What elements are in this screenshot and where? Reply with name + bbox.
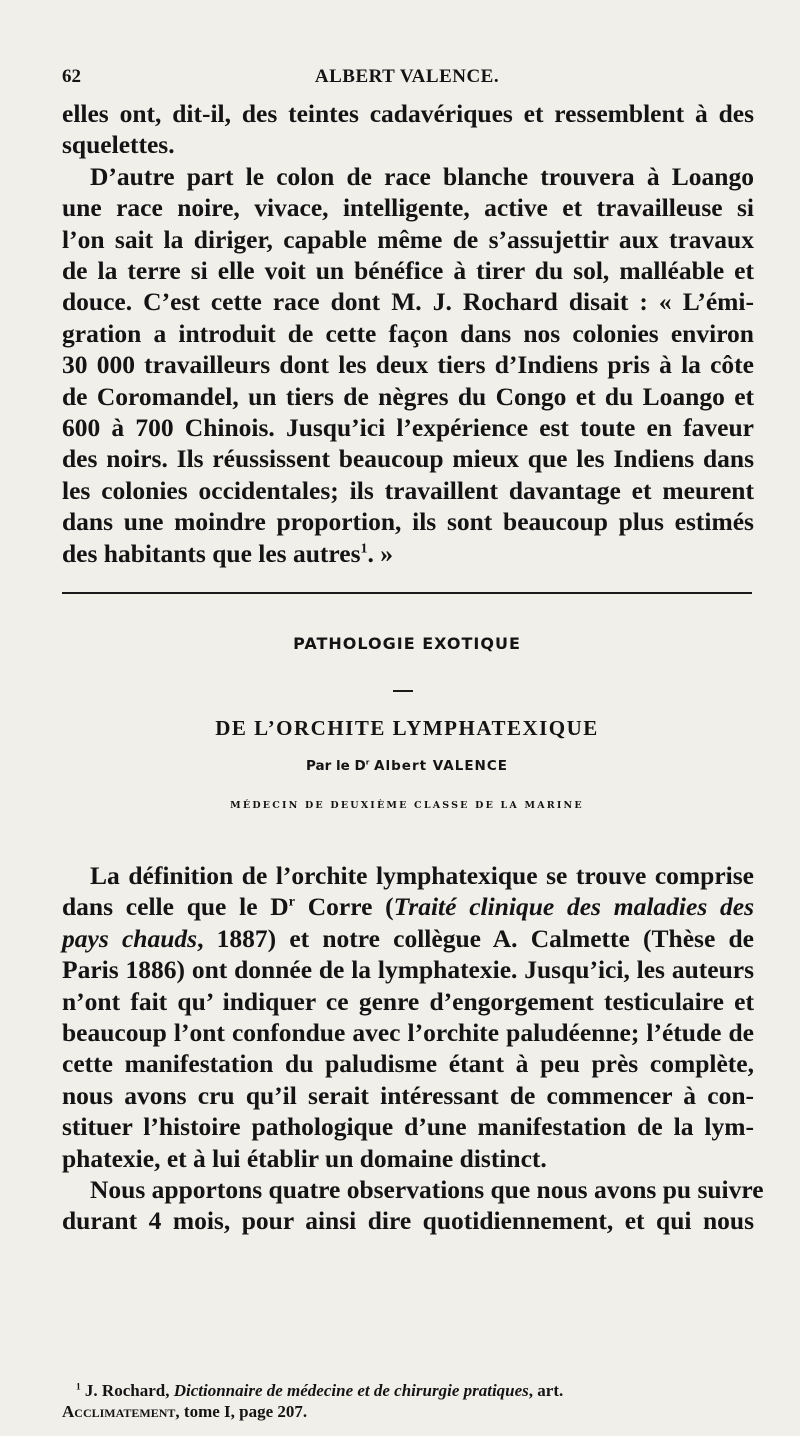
text-line: l’on sait la diriger, capable même de s’assujettir aux travaux <box>62 224 754 254</box>
text-line: stituer l’histoire pathologique d’une manifestation de la lym- <box>62 1112 754 1142</box>
text-sup: r <box>288 894 295 910</box>
text-line: une race noire, vivace, intelligente, active et travailleuse si <box>62 193 754 223</box>
author-name: Albert VALENCE <box>374 758 508 774</box>
text-fragment: , 1887) et notre collègue A. Calmette (Thèse de <box>197 923 754 953</box>
author-prefix: Par le D <box>305 758 366 774</box>
text-line: de Coromandel, un tiers de nègres du Congo et du Loango et <box>62 381 754 411</box>
author-prefix-sup: r <box>365 757 370 767</box>
page-header <box>62 60 752 94</box>
footnote-fragment: J. Rochard, <box>80 1381 174 1400</box>
text-line: 600 à 700 Chinois. Jusqu’ici l’expérience est toute en faveur <box>62 413 754 443</box>
article-title: DE L’ORCHITE LYMPHATEXIQUE <box>215 716 599 740</box>
section-title: PATHOLOGIE EXOTIQUE <box>293 634 521 653</box>
text-line: des noirs. Ils réussissent beaucoup mieux que les Indiens dans <box>62 444 754 474</box>
text-line: douce. C’est cette race dont M. J. Rochard disait : « L’émi- <box>62 287 754 317</box>
text-fragment: des habitants que les autres <box>62 538 361 568</box>
text-line: squelettes. <box>62 130 175 160</box>
footnote-book-title: Dictionnaire de médecine et de chirurgie pratiques <box>173 1381 529 1400</box>
footnote-line <box>62 1401 754 1422</box>
text-line: de la terre si elle voit un bénéfice à tirer du sol, malléable et <box>62 256 754 286</box>
text-line <box>62 891 754 922</box>
footnote-fragment: , tome I, page 207. <box>175 1402 308 1421</box>
text-line: Paris 1886) ont donnée de la lymphatexie. Jusqu’ici, les auteurs <box>62 955 754 985</box>
title-dash <box>393 690 413 692</box>
book-title: Traité clinique des maladies des <box>393 892 754 922</box>
text-line: 30 000 travailleurs dont les deux tiers d’Indiens pris à la côte <box>62 350 754 380</box>
author-affiliation: MÉDECIN DE DEUXIÈME CLASSE DE LA MARINE <box>230 800 584 811</box>
footnote-fragment: , art. <box>528 1381 564 1400</box>
intro-text <box>62 98 754 569</box>
text-line: elles ont, dit-il, des teintes cadavériques et ressemblent à des <box>62 99 754 128</box>
section-divider <box>62 592 752 594</box>
text-line: gration a introduit de cette façon dans nos colonies environ <box>62 318 754 348</box>
footnote-article: Acclimatement <box>62 1402 176 1421</box>
text-line: cette manifestation du paludisme étant à peu près complète, <box>62 1049 754 1079</box>
text-line: n’ont fait qu’ indiquer ce genre d’engorgement testiculaire et <box>62 986 754 1016</box>
text-line: nous avons cru qu’il serait intéressant de commencer à con- <box>62 1080 754 1110</box>
text-fragment: dans celle que le D <box>62 892 289 922</box>
footnote-line <box>62 1380 754 1401</box>
article-author <box>62 758 752 774</box>
footnote-marker: 1 <box>76 1382 81 1393</box>
footnote <box>62 1380 754 1422</box>
text-line: phatexie, et à lui établir un domaine distinct. <box>62 1143 547 1173</box>
text-line: beaucoup l’ont confondue avec l’orchite paludéenne; l’étude de <box>62 1018 754 1048</box>
text-fragment: . » <box>367 538 394 568</box>
footnote-reference: 1 <box>360 541 368 557</box>
text-line: dans une moindre proportion, ils sont beaucoup plus estimés <box>62 507 754 537</box>
text-line: les colonies occidentales; ils travaillent davantage et meurent <box>62 475 754 505</box>
text-line: La définition de l’orchite lymphatexique se trouve comprise <box>90 861 754 890</box>
text-line <box>62 923 754 954</box>
book-title: pays chauds <box>62 923 198 953</box>
page-number: 62 <box>62 66 81 87</box>
text-line <box>62 538 754 569</box>
text-line: D’autre part le colon de race blanche trouvera à Loango <box>90 161 754 191</box>
text-line: Nous apportons quatre observations que nous avons pu suivre <box>90 1175 764 1205</box>
text-fragment: Corre ( <box>294 892 394 922</box>
text-line: durant 4 mois, pour ainsi dire quotidiennement, et qui nous <box>62 1206 754 1236</box>
article-body <box>62 860 764 1237</box>
running-title: ALBERT VALENCE. <box>314 66 500 87</box>
